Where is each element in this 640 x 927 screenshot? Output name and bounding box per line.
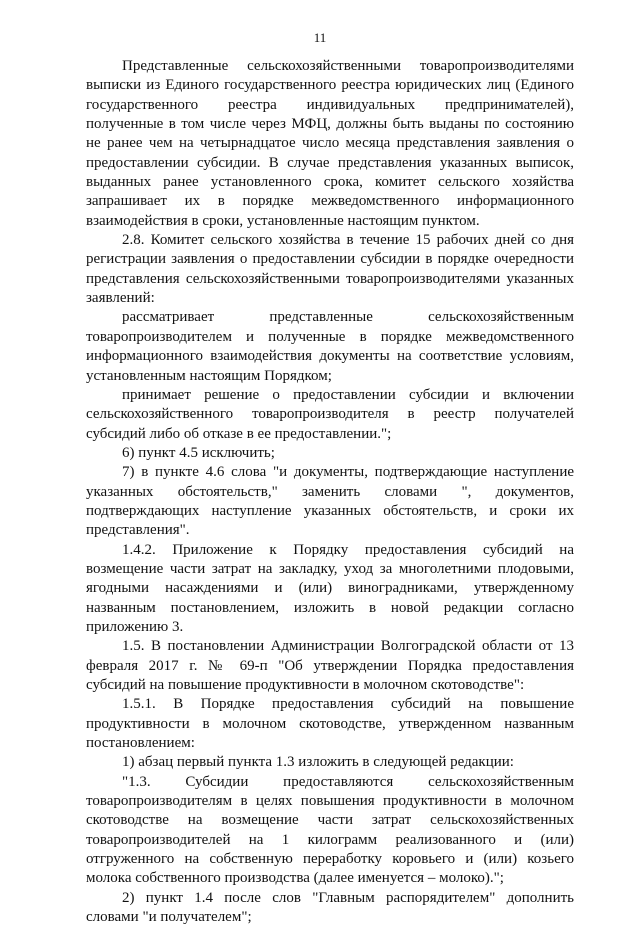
paragraph: рассматривает представленные сельскохозяйственным товаропроизводителем и полученные в порядке межведомственного информационного взаимодействия документы на соответствие условиям, установленным настоящим Порядком; — [86, 309, 574, 384]
page-number: 11 — [313, 30, 327, 45]
paragraph: Представленные сельскохозяйственными товаропроизводителями выписки из Единого государственного реестра юридических лиц (Единого государственного реестра индивидуальных предпринимателей), полученные в том числе через МФЦ, должны быть выданы по состоянию не ранее чем на четырнадцатое число месяца представления заявления о предоставлении субсидии. В случае представления указанных выписок, выданных ранее установленного срока, комитет сельского хозяйства запрашивает их в порядке межведомственного информационного взаимодействия в сроки, установленные настоящим пунктом. — [86, 58, 574, 229]
paragraph: 2) пункт 1.4 после слов "Главным распорядителем" дополнить словами "и получателем"; — [86, 889, 574, 926]
paragraph: 1.5. В постановлении Администрации Волгоградской области от 13 февраля 2017 г. № 69-п "Об утверждении Порядка предоставления субсидий на повышение продуктивности в молочном скотоводстве": — [86, 638, 574, 693]
paragraph: 1.4.2. Приложение к Порядку предоставления субсидий на возмещение части затрат на закладку, уход за многолетними плодовыми, ягодными насаждениями и (или) виноградниками, утвержденному названным постановлением, изложить в новой редакции согласно приложению 3. — [86, 541, 574, 635]
paragraph: 1.5.1. В Порядке предоставления субсидий на повышение продуктивности в молочном скотоводстве, утвержденном названным постановлением: — [86, 696, 574, 752]
paragraph: 1) абзац первый пункта 1.3 изложить в следующей редакции: — [122, 754, 514, 771]
document-body — [86, 57, 574, 927]
paragraph: "1.3. Субсидии предоставляются сельскохозяйственным товаропроизводителям в целях повышения продуктивности в молочном скотоводстве на возмещение части затрат сельскохозяйственных товаропроизводителей на 1 килограмм реализованного и (или) отгруженного на собственную переработку коровьего и (или) козьего молока собственного производства (далее именуется – молоко)."; — [86, 773, 574, 887]
paragraph: 7) в пункте 4.6 слова "и документы, подтверждающие наступление указанных обстоятельств," заменить словами ", документов, подтверждающих наступление указанных обстоятельств, и сроки их представления". — [86, 464, 574, 539]
paragraph: 6) пункт 4.5 исключить; — [122, 444, 275, 461]
paragraph: 2.8. Комитет сельского хозяйства в течение 15 рабочих дней со дня регистрации заявления о предоставлении субсидии в порядке очередности представления сельскохозяйственными товаропроизводителями указанных заявлений: — [86, 232, 574, 307]
paragraph: принимает решение о предоставлении субсидии и включении сельскохозяйственного товаропроизводителя в реестр получателей субсидий либо об отказе в ее предоставлении."; — [86, 386, 574, 442]
